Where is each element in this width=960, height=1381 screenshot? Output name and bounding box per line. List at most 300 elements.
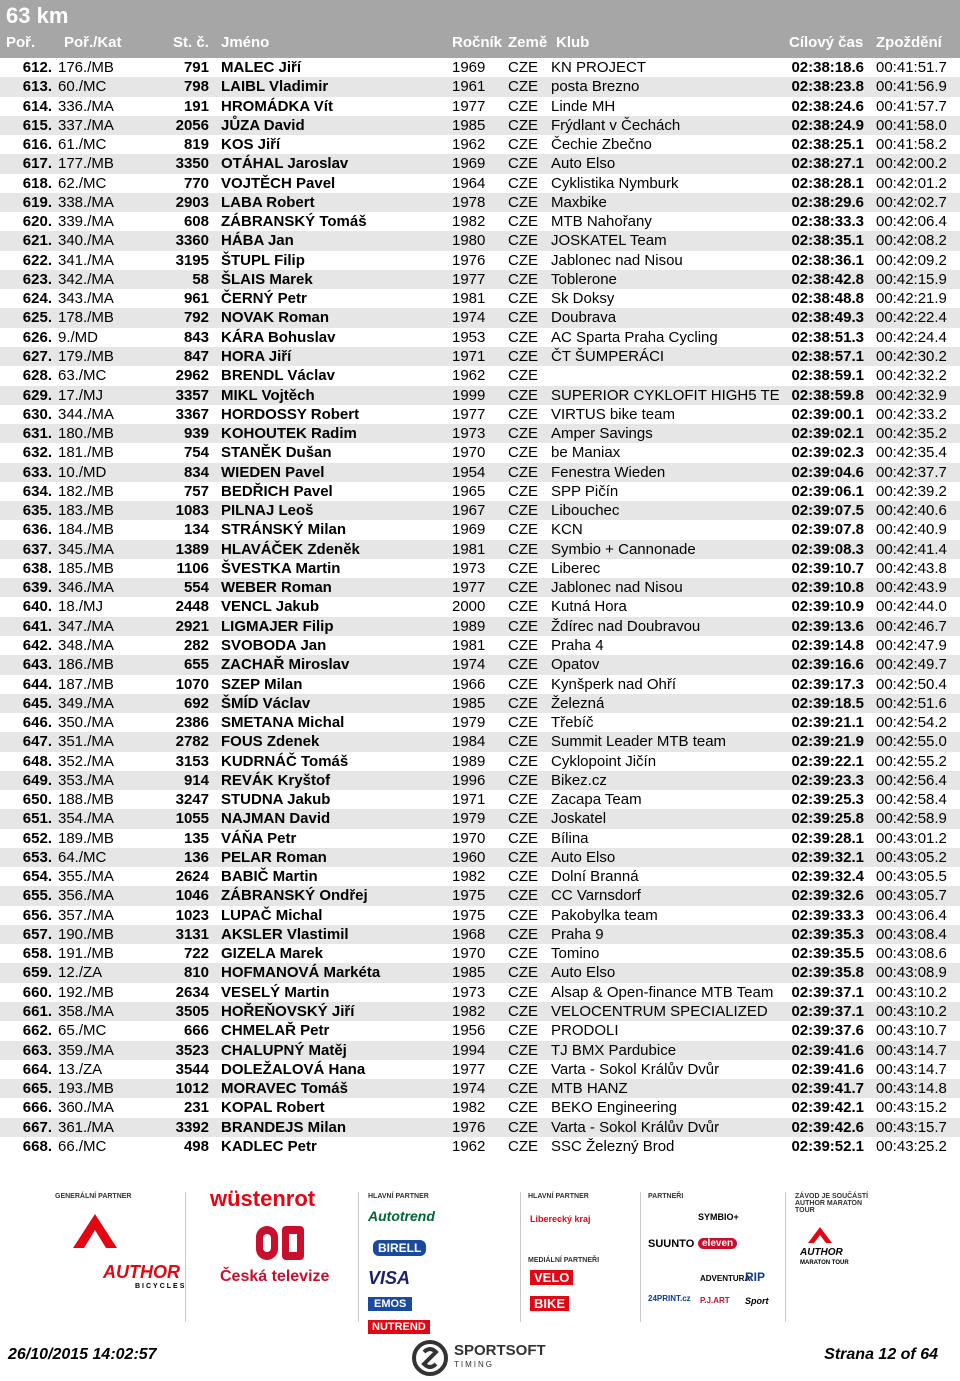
cell-name: NAJMAN David [221, 810, 331, 828]
cell-club: TJ BMX Pardubice [551, 1041, 677, 1059]
table-row [0, 636, 960, 655]
cell-delay: 00:42:47.9 [876, 636, 947, 654]
cell-category-position: 338./MA [58, 193, 114, 211]
cell-country: CZE [508, 1080, 538, 1098]
results-header-bar [0, 0, 960, 58]
cell-start-number: 3523 [175, 1041, 209, 1059]
cell-name: STUDNA Jakub [221, 791, 331, 809]
cell-finish-time: 02:39:28.1 [791, 829, 864, 847]
cell-start-number: 961 [183, 290, 209, 308]
page-number: Strana 12 of 64 [824, 1346, 938, 1363]
cell-club: Doubrava [551, 309, 617, 327]
cell-country: CZE [508, 1099, 538, 1117]
rip-logo: RIP [745, 1270, 766, 1284]
cell-club: Dolní Branná [551, 868, 639, 886]
cell-year: 1981 [452, 636, 486, 654]
cell-club: Varta - Sokol Králův Dvůr [551, 1118, 720, 1136]
cell-category-position: 61./MC [58, 136, 107, 154]
cell-club: Čechie Zbečno [551, 136, 652, 154]
cell-country: CZE [508, 694, 538, 712]
cell-club: Cyklistika Nymburk [551, 174, 679, 192]
col-header-country: Země [508, 34, 548, 51]
cell-category-position: 188./MB [58, 791, 114, 809]
cell-finish-time: 02:39:37.1 [791, 983, 864, 1001]
cell-finish-time: 02:38:48.8 [791, 290, 864, 308]
cell-category-position: 65./MC [58, 1022, 107, 1040]
cell-name: DOLEŽALOVÁ Hana [221, 1060, 366, 1078]
cell-country: CZE [508, 59, 538, 76]
cell-position: 649. [22, 771, 52, 789]
table-row [0, 424, 960, 443]
cell-name: MALEC Jiří [221, 59, 302, 76]
cell-category-position: 346./MA [58, 579, 114, 597]
cell-country: CZE [508, 193, 538, 211]
cell-name: HROMÁDKA Vít [221, 97, 333, 115]
table-row [0, 771, 960, 790]
cell-country: CZE [508, 521, 538, 539]
cell-year: 1954 [452, 463, 486, 481]
wustenrot-logo: wüstenrot [210, 1186, 316, 1211]
cell-category-position: 179./MB [58, 347, 114, 365]
cell-name: MIKL Vojtěch [221, 386, 315, 404]
cell-club: Cyklopoint Jičín [551, 752, 657, 770]
cell-club: MTB HANZ [551, 1080, 628, 1098]
author-wordmark: AUTHOR [103, 1262, 180, 1282]
cell-position: 630. [22, 405, 52, 423]
cell-start-number: 2903 [175, 193, 209, 211]
cell-delay: 00:43:05.7 [876, 887, 947, 905]
cell-finish-time: 02:38:35.1 [791, 232, 864, 250]
cell-start-number: 692 [183, 694, 209, 712]
table-row [0, 289, 960, 308]
cell-name: HLAVÁČEK Zdeněk [221, 540, 360, 558]
cell-club: Symbio + Cannonade [551, 540, 696, 558]
cell-category-position: 9./MD [58, 328, 99, 346]
cell-name: GIZELA Marek [221, 945, 323, 963]
cell-club: Jablonec nad Nisou [551, 251, 683, 269]
cell-finish-time: 02:39:21.1 [791, 714, 864, 732]
table-row [0, 867, 960, 886]
cell-finish-time: 02:38:25.1 [791, 136, 864, 154]
table-row [0, 308, 960, 327]
autotrend-logo: Autotrend [368, 1208, 435, 1224]
cell-year: 1964 [452, 174, 486, 192]
cell-year: 1980 [452, 232, 486, 250]
cell-category-position: 359./MA [58, 1041, 114, 1059]
suunto-logo: SUUNTO [648, 1238, 695, 1250]
cell-start-number: 3392 [175, 1118, 209, 1136]
cell-delay: 00:42:58.9 [876, 810, 947, 828]
table-row [0, 482, 960, 501]
liberecky-kraj-logo: Liberecký kraj [530, 1214, 591, 1224]
cell-name: ŠMÍD Václav [221, 694, 311, 712]
cell-position: 621. [22, 232, 52, 250]
cell-club: KCN [551, 521, 583, 539]
cell-name: STANĚK Dušan [221, 444, 332, 462]
cell-club: Třebíč [551, 714, 594, 732]
cell-year: 1977 [452, 405, 486, 423]
cell-position: 650. [22, 791, 52, 809]
cell-category-position: 190./MB [58, 925, 114, 943]
ct-wordmark: Česká televize [220, 1268, 330, 1285]
cell-country: CZE [508, 1060, 538, 1078]
sportsoft-sub: TIMING [454, 1360, 494, 1369]
cell-finish-time: 02:38:27.1 [791, 155, 864, 173]
cell-finish-time: 02:38:59.1 [791, 367, 864, 385]
cell-country: CZE [508, 636, 538, 654]
cell-country: CZE [508, 791, 538, 809]
cell-name: KÁRA Bohuslav [221, 328, 336, 346]
cell-delay: 00:43:08.6 [876, 945, 947, 963]
cell-finish-time: 02:39:16.6 [791, 656, 864, 674]
cell-name: LABA Robert [221, 193, 315, 211]
cell-category-position: 361./MA [58, 1118, 114, 1136]
cell-start-number: 810 [183, 964, 209, 982]
cell-year: 1981 [452, 540, 486, 558]
cell-year: 1966 [452, 675, 486, 693]
cell-delay: 00:42:30.2 [876, 347, 947, 365]
cell-finish-time: 02:39:08.3 [791, 540, 864, 558]
cell-name: KUDRNÁČ Tomáš [221, 752, 349, 770]
cell-category-position: 360./MA [58, 1099, 114, 1117]
cell-position: 664. [22, 1060, 52, 1078]
cell-country: CZE [508, 425, 538, 443]
cell-start-number: 2624 [175, 868, 209, 886]
cell-delay: 00:42:35.4 [876, 444, 947, 462]
cell-start-number: 914 [183, 771, 209, 789]
col-header-category-position: Poř./Kat [64, 34, 122, 51]
table-row [0, 559, 960, 578]
cell-club: Joskatel [551, 810, 607, 828]
cell-finish-time: 02:39:25.3 [791, 791, 864, 809]
table-row [0, 193, 960, 212]
cell-delay: 00:41:56.9 [876, 78, 947, 96]
cell-country: CZE [508, 309, 538, 327]
cell-category-position: 193./MB [58, 1080, 114, 1098]
cell-start-number: 819 [183, 136, 209, 154]
cell-start-number: 3367 [175, 405, 209, 423]
cell-finish-time: 02:39:10.9 [791, 598, 864, 616]
cell-club: Opatov [551, 656, 600, 674]
cell-delay: 00:42:43.8 [876, 559, 947, 577]
cell-year: 1977 [452, 1060, 486, 1078]
cell-position: 623. [22, 270, 52, 288]
cell-position: 648. [22, 752, 52, 770]
cell-delay: 00:42:09.2 [876, 251, 947, 269]
cell-name: PELAR Roman [221, 848, 327, 866]
cell-club: Libouchec [551, 502, 620, 520]
cell-year: 1975 [452, 906, 486, 924]
cell-country: CZE [508, 733, 538, 751]
cell-position: 616. [22, 136, 52, 154]
cell-name: ŠTUPL Filip [221, 251, 305, 269]
cell-category-position: 341./MA [58, 251, 114, 269]
cell-delay: 00:43:10.2 [876, 1003, 947, 1021]
cell-country: CZE [508, 752, 538, 770]
cell-start-number: 847 [183, 347, 209, 365]
cell-country: CZE [508, 251, 538, 269]
cell-position: 657. [22, 925, 52, 943]
table-row [0, 1137, 960, 1156]
cell-country: CZE [508, 887, 538, 905]
cell-delay: 00:42:51.6 [876, 694, 947, 712]
cell-delay: 00:43:10.2 [876, 983, 947, 1001]
cell-category-position: 64./MC [58, 848, 107, 866]
cell-year: 1971 [452, 347, 486, 365]
visa-logo: VISA [368, 1268, 411, 1288]
cell-position: 631. [22, 425, 52, 443]
cell-club: Pakobylka team [551, 906, 658, 924]
cell-delay: 00:42:46.7 [876, 617, 947, 635]
cell-category-position: 352./MA [58, 752, 114, 770]
cell-year: 1989 [452, 617, 486, 635]
cell-finish-time: 02:39:41.7 [791, 1080, 864, 1098]
table-row [0, 790, 960, 809]
cell-delay: 00:42:15.9 [876, 270, 947, 288]
cell-finish-time: 02:39:33.3 [791, 906, 864, 924]
table-row [0, 963, 960, 982]
symbio-logo: SYMBIO+ [698, 1212, 739, 1222]
cell-year: 1956 [452, 1022, 486, 1040]
cell-name: STRÁNSKÝ Milan [221, 521, 347, 539]
cell-start-number: 2386 [175, 714, 209, 732]
cell-delay: 00:43:08.9 [876, 964, 947, 982]
cell-position: 627. [22, 347, 52, 365]
cell-name: ZÁBRANSKÝ Ondřej [221, 887, 368, 905]
col-header-name: Jméno [221, 34, 270, 51]
ct-logo [250, 1222, 310, 1264]
cell-country: CZE [508, 482, 538, 500]
cell-position: 613. [22, 78, 52, 96]
eleven-logo: eleven [698, 1238, 737, 1249]
cell-club: VIRTUS bike team [551, 405, 675, 423]
cell-finish-time: 02:39:23.3 [791, 771, 864, 789]
cell-start-number: 3357 [175, 386, 209, 404]
cell-delay: 00:43:15.7 [876, 1118, 947, 1136]
page-title: 63 km [6, 3, 69, 28]
cell-year: 1985 [452, 116, 486, 134]
cell-delay: 00:42:35.2 [876, 425, 947, 443]
cell-country: CZE [508, 290, 538, 308]
cell-name: KOPAL Robert [221, 1099, 325, 1117]
cell-start-number: 2782 [175, 733, 209, 751]
cell-position: 617. [22, 155, 52, 173]
cell-category-position: 343./MA [58, 290, 114, 308]
cell-delay: 00:42:33.2 [876, 405, 947, 423]
media-partners-label: MEDIÁLNÍ PARTNEŘI [528, 1257, 600, 1264]
cell-category-position: 349./MA [58, 694, 114, 712]
cell-delay: 00:42:49.7 [876, 656, 947, 674]
cell-category-position: 187./MB [58, 675, 114, 693]
cell-finish-time: 02:38:23.8 [791, 78, 864, 96]
cell-position: 635. [22, 502, 52, 520]
cell-delay: 00:43:05.5 [876, 868, 947, 886]
cell-name: ŠVESTKA Martin [221, 559, 341, 577]
cell-name: FOUS Zdenek [221, 733, 320, 751]
cell-year: 1981 [452, 290, 486, 308]
cell-name: LIGMAJER Filip [221, 617, 334, 635]
col-header-finish-time: Cílový čas [789, 34, 864, 51]
cell-finish-time: 02:38:24.6 [791, 97, 864, 115]
table-row [0, 212, 960, 231]
cell-year: 1967 [452, 502, 486, 520]
cell-category-position: 344./MA [58, 405, 114, 423]
cell-finish-time: 02:39:35.8 [791, 964, 864, 982]
cell-position: 624. [22, 290, 52, 308]
table-row [0, 655, 960, 674]
cell-club: Ždírec nad Doubravou [551, 617, 701, 635]
cell-club: Tomino [551, 945, 600, 963]
cell-finish-time: 02:39:41.6 [791, 1041, 864, 1059]
cell-category-position: 186./MB [58, 656, 114, 674]
cell-start-number: 2056 [175, 116, 209, 134]
cell-category-position: 181./MB [58, 444, 114, 462]
cell-position: 628. [22, 367, 52, 385]
cell-finish-time: 02:38:59.8 [791, 386, 864, 404]
cell-position: 642. [22, 636, 52, 654]
cell-start-number: 666 [183, 1022, 209, 1040]
cell-category-position: 350./MA [58, 714, 114, 732]
cell-year: 1976 [452, 251, 486, 269]
cell-club: Praha 4 [551, 636, 604, 654]
cell-country: CZE [508, 964, 538, 982]
cell-delay: 00:43:10.7 [876, 1022, 947, 1040]
cell-year: 1989 [452, 752, 486, 770]
cell-finish-time: 02:38:18.6 [791, 59, 864, 76]
cell-club: Amper Savings [551, 425, 653, 443]
col-header-start-number: St. č. [173, 34, 209, 51]
cell-year: 1977 [452, 270, 486, 288]
cell-start-number: 798 [183, 78, 209, 96]
table-row [0, 135, 960, 154]
cell-year: 1974 [452, 656, 486, 674]
cell-position: 638. [22, 559, 52, 577]
cell-delay: 00:42:37.7 [876, 463, 947, 481]
cell-year: 1996 [452, 771, 486, 789]
cell-position: 668. [22, 1137, 52, 1155]
cell-position: 653. [22, 848, 52, 866]
cell-category-position: 191./MB [58, 945, 114, 963]
author-logo [48, 1208, 143, 1254]
cell-year: 1979 [452, 714, 486, 732]
cell-start-number: 498 [183, 1137, 209, 1155]
cell-year: 1973 [452, 425, 486, 443]
cell-club: Kutná Hora [551, 598, 627, 616]
cell-position: 662. [22, 1022, 52, 1040]
cell-country: CZE [508, 405, 538, 423]
cell-name: LUPAČ Michal [221, 906, 323, 924]
table-row [0, 77, 960, 96]
cell-name: REVÁK Kryštof [221, 771, 331, 789]
table-row [0, 366, 960, 385]
cell-category-position: 10./MD [58, 463, 107, 481]
cell-start-number: 3505 [175, 1003, 209, 1021]
cell-name: MORAVEC Tomáš [221, 1080, 348, 1098]
cell-country: CZE [508, 714, 538, 732]
cell-finish-time: 02:38:42.8 [791, 270, 864, 288]
cell-country: CZE [508, 983, 538, 1001]
cell-finish-time: 02:39:10.7 [791, 559, 864, 577]
author-tour-wordmark: AUTHOR [800, 1247, 843, 1258]
cell-name: KADLEC Petr [221, 1137, 317, 1155]
cell-club: AC Sparta Praha Cycling [551, 328, 718, 346]
table-row [0, 1118, 960, 1137]
cell-name: SVOBODA Jan [221, 636, 327, 654]
cell-position: 666. [22, 1099, 52, 1117]
cell-start-number: 1106 [176, 559, 209, 577]
cell-category-position: 180./MB [58, 425, 114, 443]
cell-year: 1953 [452, 328, 486, 346]
cell-finish-time: 02:39:07.5 [791, 502, 864, 520]
cell-year: 1960 [452, 848, 486, 866]
cell-finish-time: 02:39:41.6 [791, 1060, 864, 1078]
cell-finish-time: 02:39:13.6 [791, 617, 864, 635]
cell-category-position: 353./MA [58, 771, 114, 789]
cell-position: 612. [22, 59, 52, 76]
cell-country: CZE [508, 848, 538, 866]
table-row [0, 501, 960, 520]
cell-position: 646. [22, 714, 52, 732]
cell-year: 1976 [452, 1118, 486, 1136]
cell-delay: 00:42:50.4 [876, 675, 947, 693]
cell-category-position: 189./MB [58, 829, 114, 847]
table-row [0, 58, 960, 77]
cell-delay: 00:42:56.4 [876, 771, 947, 789]
cell-delay: 00:42:40.6 [876, 502, 947, 520]
cell-finish-time: 02:39:32.1 [791, 848, 864, 866]
cell-country: CZE [508, 155, 538, 173]
table-row [0, 713, 960, 732]
cell-year: 1969 [452, 521, 486, 539]
col-header-year: Ročník [452, 34, 503, 51]
cell-start-number: 770 [183, 174, 209, 192]
cell-year: 1985 [452, 694, 486, 712]
cell-country: CZE [508, 945, 538, 963]
sportsoft-logo [410, 1338, 550, 1378]
cell-finish-time: 02:38:28.1 [791, 174, 864, 192]
cell-finish-time: 02:39:22.1 [791, 752, 864, 770]
cell-finish-time: 02:39:18.5 [791, 694, 864, 712]
cell-year: 1982 [452, 1003, 486, 1021]
cell-name: BEDŘICH Pavel [221, 482, 333, 500]
cell-category-position: 192./MB [58, 983, 114, 1001]
cell-delay: 00:42:02.7 [876, 193, 947, 211]
cell-finish-time: 02:39:37.1 [791, 1003, 864, 1021]
nutrend-logo: NUTREND [368, 1320, 430, 1334]
cell-position: 632. [22, 444, 52, 462]
cell-category-position: 183./MB [58, 502, 114, 520]
cell-name: SZEP Milan [221, 675, 303, 693]
cell-year: 1982 [452, 213, 486, 231]
cell-club: be Maniax [551, 444, 621, 462]
cell-start-number: 1046 [175, 887, 209, 905]
cell-position: 655. [22, 887, 52, 905]
cell-position: 656. [22, 906, 52, 924]
cell-start-number: 3544 [175, 1060, 209, 1078]
cell-name: WIEDEN Pavel [221, 463, 325, 481]
cell-year: 1982 [452, 1099, 486, 1117]
cell-finish-time: 02:39:52.1 [791, 1137, 864, 1155]
cell-name: AKSLER Vlastimil [221, 925, 349, 943]
cell-start-number: 136 [183, 848, 209, 866]
cell-name: JŮZA David [221, 116, 305, 134]
cell-start-number: 1083 [175, 502, 209, 520]
cell-club: Bikez.cz [551, 771, 607, 789]
cell-name: CHMELAŘ Petr [221, 1022, 330, 1040]
table-row [0, 97, 960, 116]
cell-club: Jablonec nad Nisou [551, 579, 683, 597]
cell-delay: 00:43:14.8 [876, 1080, 947, 1098]
